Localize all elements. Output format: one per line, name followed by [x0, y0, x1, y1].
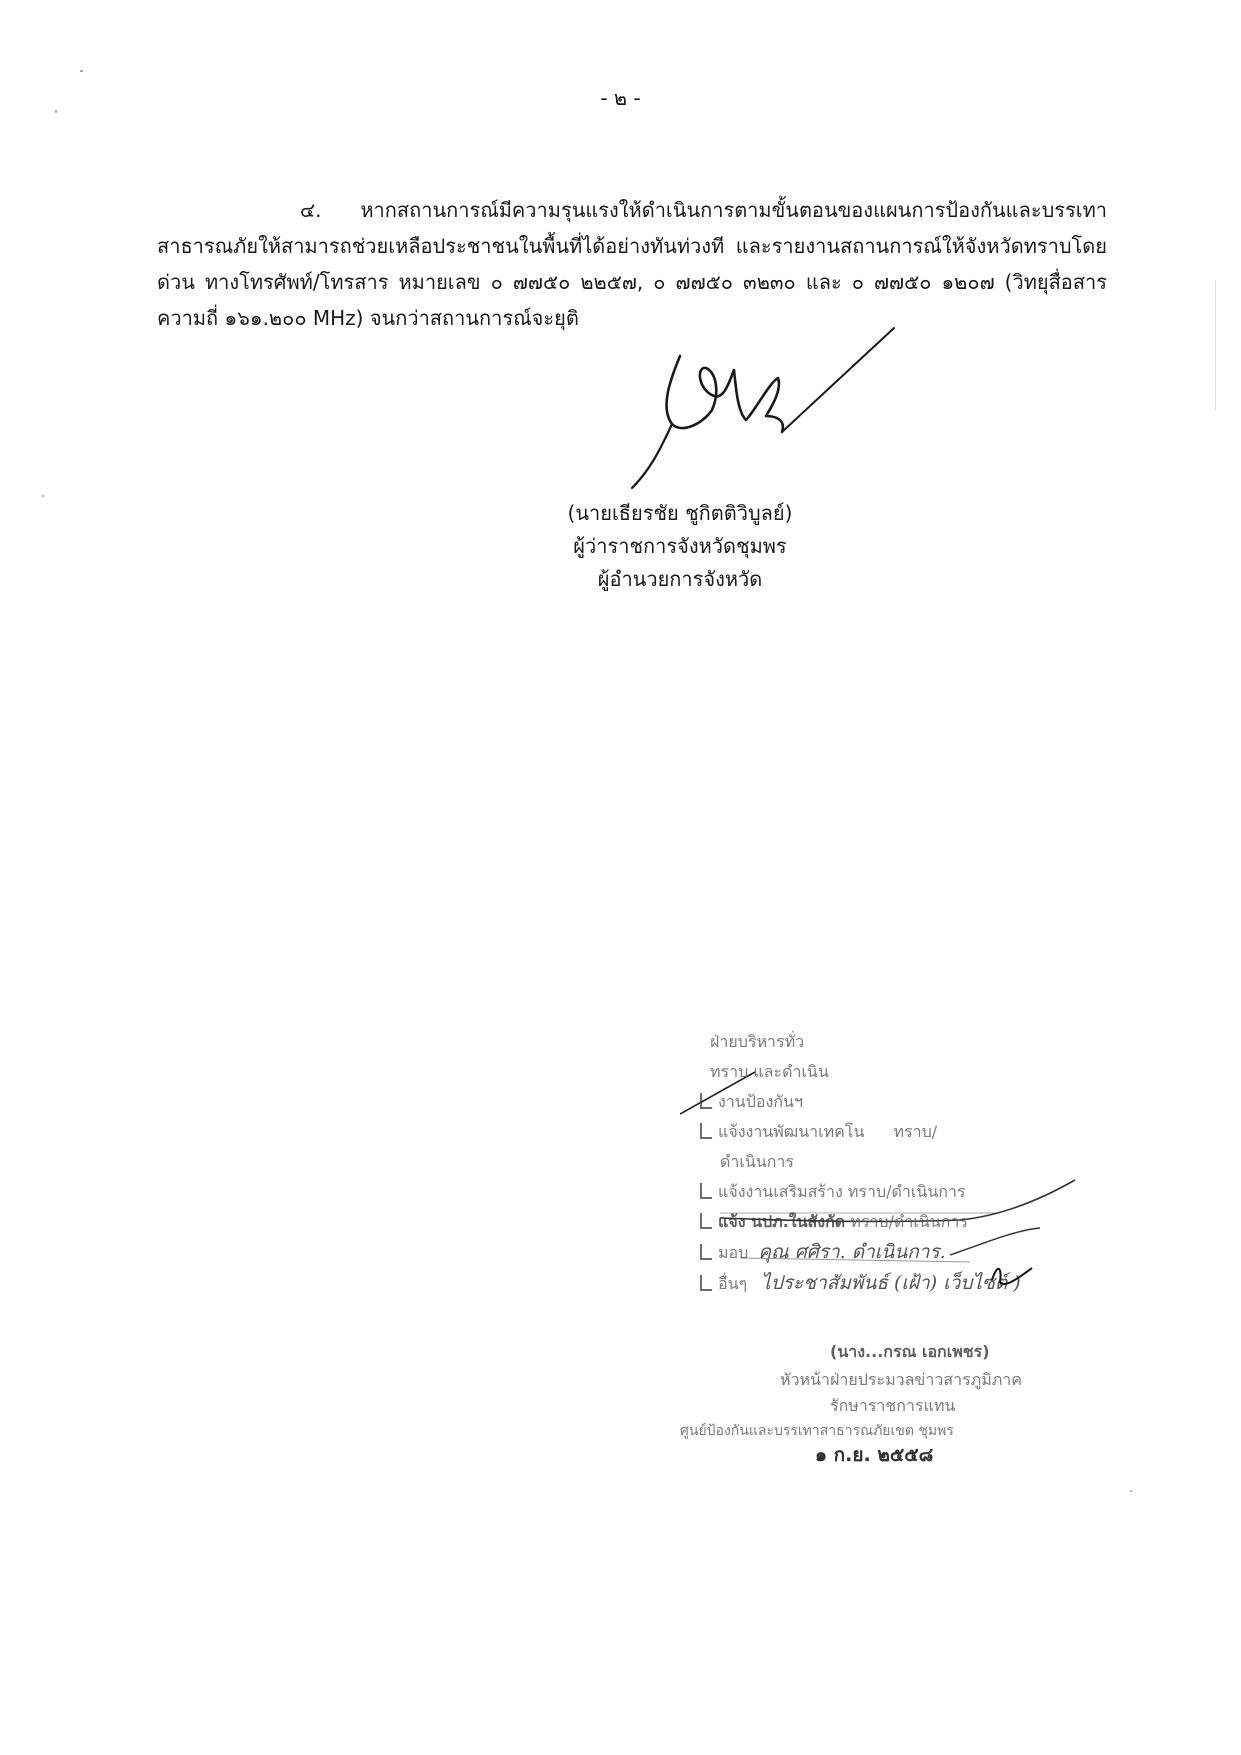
- stamp-officer-title: หัวหน้าฝ่ายประมวลข่าวสารภูมิภาค: [780, 1370, 1022, 1389]
- signer-role: ผู้อำนวยการจังหวัด: [597, 567, 763, 591]
- routing-stamp: [680, 1030, 1180, 1450]
- stamp-office: ศูนย์ป้องกันและบรรเทาสาธารณภัยเขต ชุมพร: [680, 1423, 954, 1439]
- governor-signature: [620, 320, 900, 500]
- checkbox-icon: [700, 1244, 712, 1260]
- stamp-line-1: ฝ่ายบริหารทั่ว: [710, 1032, 805, 1051]
- stamp-line-3: งานป้องกันฯ: [700, 1090, 803, 1115]
- checkbox-icon: [700, 1123, 712, 1139]
- scan-edge-mark: [1215, 280, 1216, 410]
- checkbox-icon: [700, 1093, 712, 1109]
- stamp-date: ๑ ก.ย. ๒๕๕๘: [815, 1444, 934, 1466]
- signer-block: [500, 497, 860, 596]
- paragraph-text: ๔. หากสถานการณ์มีความรุนแรงให้ดำเนินการตามขั้นตอนของแผนการป้องกันและบรรเทาสาธารณภัยให้สามารถช่วยเหลือประชาชนในพื้นที่ได้อย่างทันท่วงที และรายงานสถานการณ์ให้จังหวัดทราบโดยด่วน ทางโทรศัพท์/โทรสาร หมายเลข ๐ ๗๗๕๐ ๒๒๕๗, ๐ ๗๗๕๐ ๓๒๓๐ และ ๐ ๗๗๕๐ ๑๒๐๗ (วิทยุสื่อสารความถี่ ๑๖๑.๒๐๐ MHz) จนกว่าสถานการณ์จะยุติ: [157, 198, 1107, 330]
- signer-position: ผู้ว่าราชการจังหวัดชุมพร: [573, 534, 787, 558]
- page-number: - ๒ -: [600, 86, 641, 110]
- stamp-line-8: มอบ คุณ ศศิรา. ดำเนินการ.: [700, 1237, 946, 1267]
- scan-speck: [1130, 1490, 1132, 1492]
- checkbox-icon: [700, 1275, 712, 1291]
- stamp-line-5: ดำเนินการ: [720, 1152, 794, 1171]
- stamp-officer-unit: รักษาราชการแทน: [830, 1396, 956, 1415]
- stamp-line-9: อื่นๆ ไประชาสัมพันธ์ (เฝ้า) เว็บไซต์ ): [700, 1268, 1021, 1298]
- stamp-line-4: แจ้งงานพัฒนาเทคโน ทราบ/: [700, 1120, 937, 1145]
- scan-speck: [80, 70, 83, 72]
- stamp-line-2: ทราบ และดำเนิน: [710, 1062, 829, 1081]
- scan-speck: [42, 495, 44, 497]
- stamp-line-7: แจ้ง นปภ.ในสังกัด ทราบ/ดำเนินการ: [700, 1210, 968, 1235]
- stamp-line-6: แจ้งงานเสริมสร้าง ทราบ/ดำเนินการ: [700, 1180, 966, 1205]
- checkbox-icon: [700, 1183, 712, 1199]
- scan-speck: [55, 110, 57, 113]
- body-paragraph: [157, 192, 1107, 336]
- stamp-officer-name: (นาง...กรณ เอกเพชร): [830, 1342, 990, 1361]
- signer-name: (นายเธียรชัย ชูกิตติวิบูลย์): [567, 501, 793, 525]
- checkbox-icon: [700, 1213, 712, 1229]
